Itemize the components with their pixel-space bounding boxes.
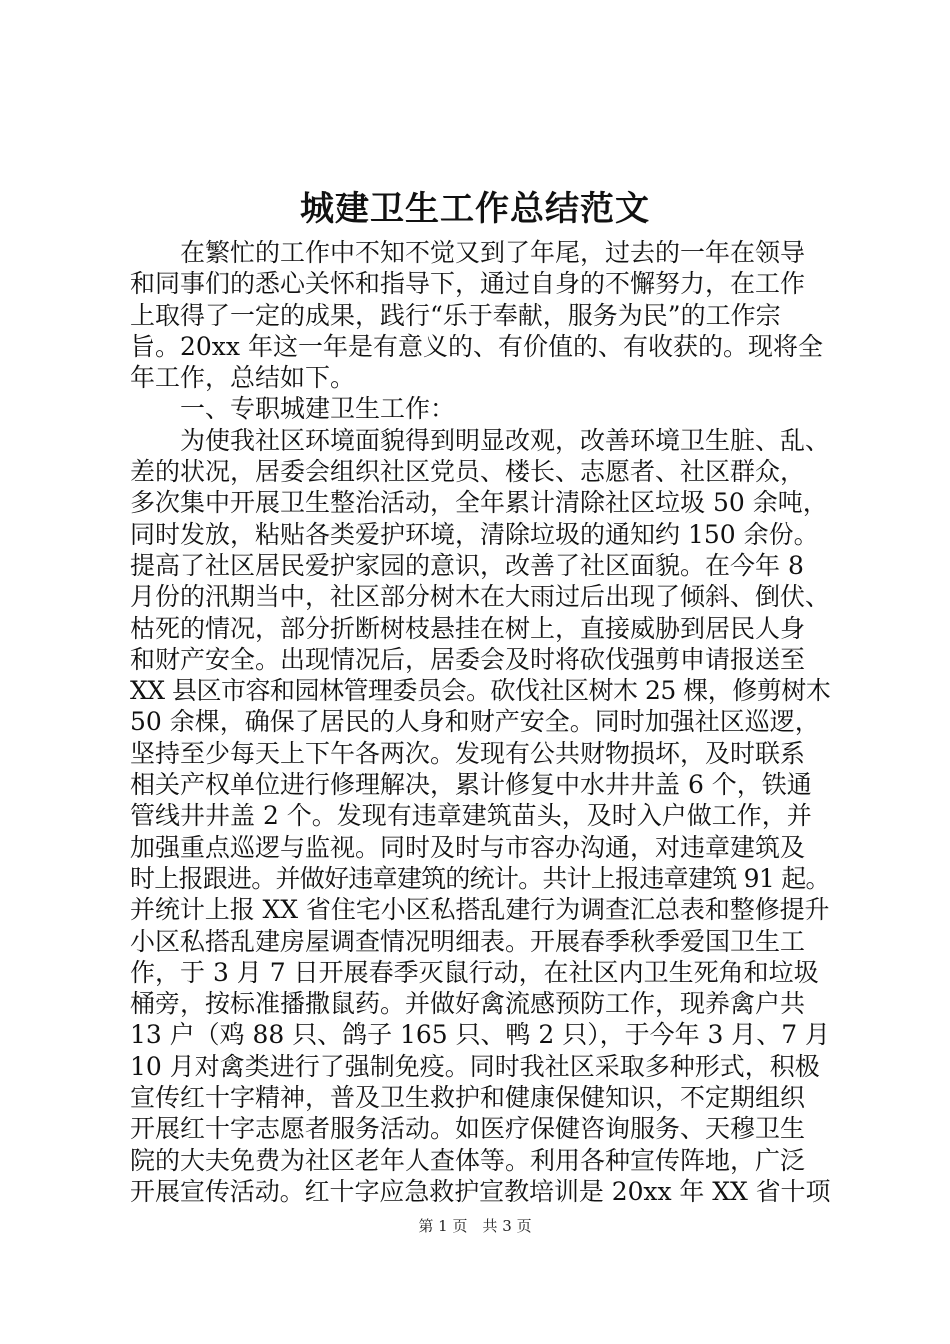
text-line: 为使我社区环境面貌得到明显改观，改善环境卫生脏、乱、 <box>130 425 830 455</box>
text-line: 小区私搭乱建房屋调查情况明细表。开展春季秋季爱国卫生工 <box>130 926 806 956</box>
text-line: 和财产安全。出现情况后，居委会及时将砍伐强剪申请报送至 <box>130 644 806 674</box>
text-line: 宣传红十字精神，普及卫生救护和健康保健知识，不定期组织 <box>130 1083 806 1113</box>
text-line: 开展宣传活动。红十字应急救护宣教培训是 20xx 年 XX 省十项 <box>130 1176 830 1206</box>
text-line: 作，于 3 月 7 日开展春季灭鼠行动，在社区内卫生死角和垃圾 <box>130 957 819 987</box>
text-line: 差的状况，居委会组织社区党员、楼长、志愿者、社区群众， <box>130 457 806 487</box>
text-line: 提高了社区居民爱护家园的意识，改善了社区面貌。在今年 8 <box>130 550 804 580</box>
text-line: 10 月对禽类进行了强制免疫。同时我社区采取多种形式，积极 <box>130 1051 820 1081</box>
page-footer: 第 1 页 共 3 页 <box>418 1217 532 1235</box>
text-line: 院的大夫免费为社区老年人查体等。利用各种宣传阵地，广泛 <box>130 1145 806 1175</box>
text-line: 50 余棵，确保了居民的人身和财产安全。同时加强社区巡逻， <box>130 707 820 737</box>
text-line: 加强重点巡逻与监视。同时及时与市容办沟通，对违章建筑及 <box>130 832 806 862</box>
document-title: 城建卫生工作总结范文 <box>300 189 650 229</box>
text-line: 在繁忙的工作中不知不觉又到了年尾，过去的一年在领导 <box>130 238 806 267</box>
text-line: 上取得了一定的成果，践行“乐于奉献，服务为民”的工作宗 <box>130 300 781 330</box>
text-line: 时上报跟进。并做好违章建筑的统计。共计上报违章建筑 91 起。 <box>130 863 830 893</box>
text-line: 桶旁，按标准播撒鼠药。并做好禽流感预防工作，现养禽户共 <box>130 989 806 1019</box>
text-line: 月份的汛期当中，社区部分树木在大雨过后出现了倾斜、倒伏、 <box>130 582 830 612</box>
text-line: 相关产权单位进行修理解决，累计修复中水井井盖 6 个，铁通 <box>130 770 812 800</box>
text-line: 枯死的情况，部分折断树枝悬挂在树上，直接威胁到居民人身 <box>130 613 806 643</box>
text-line: 和同事们的悉心关怀和指导下，通过自身的不懈努力，在工作 <box>130 269 806 299</box>
text-line: 多次集中开展卫生整治活动，全年累计清除社区垃圾 50 余吨， <box>130 488 828 518</box>
text-line: 坚持至少每天上下午各两次。发现有公共财物损坏，及时联系 <box>130 738 806 768</box>
text-line: 同时发放，粘贴各类爱护环境，清除垃圾的通知约 150 余份。 <box>130 519 819 549</box>
text-line: 13 户（鸡 88 只、鸽子 165 只、鸭 2 只），于今年 3 月、7 月 <box>130 1020 830 1050</box>
text-line: 开展红十字志愿者服务活动。如医疗保健咨询服务、天穆卫生 <box>130 1114 806 1144</box>
text-line: 并统计上报 XX 省住宅小区私搭乱建行为调查汇总表和整修提升 <box>130 895 830 925</box>
text-line: 一、专职城建卫生工作： <box>130 394 456 424</box>
document-body <box>130 237 830 1207</box>
text-line: 管线井井盖 2 个。发现有违章建筑苗头，及时入户做工作，并 <box>130 801 812 831</box>
text-line: 年工作，总结如下。 <box>130 363 356 393</box>
text-line: XX 县区市容和园林管理委员会。砍伐社区树木 25 棵，修剪树木 <box>130 676 830 706</box>
text-line: 旨。20xx 年这一年是有意义的、有价值的、有收获的。现将全 <box>130 331 823 361</box>
